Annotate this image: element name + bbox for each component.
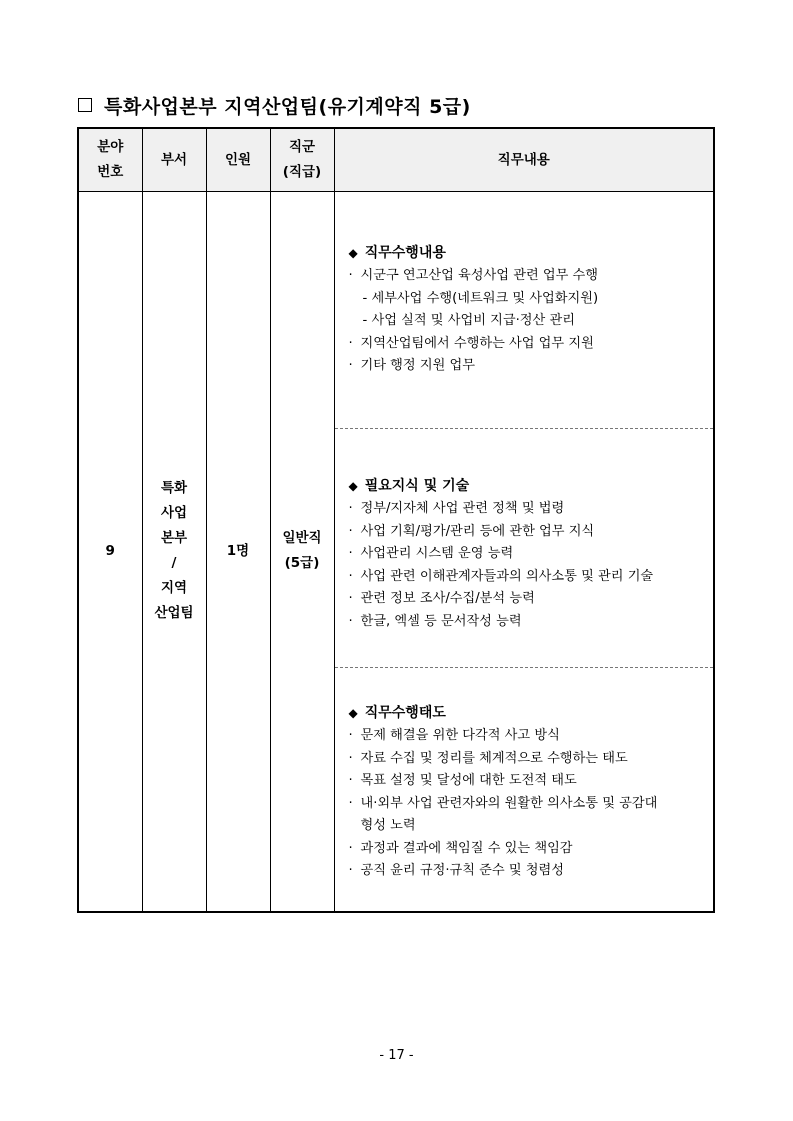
header-dept: 부서 (142, 128, 206, 192)
section-title (78, 92, 471, 119)
middle-dot-bullet-icon: · (348, 613, 353, 629)
duty-section (335, 429, 714, 668)
list-item (349, 838, 708, 861)
duty-section-heading-text: 직무수행태도 (364, 705, 446, 721)
middle-dot-bullet-icon: · (348, 523, 353, 539)
list-item-text: 지역산업팀에서 수행하는 사업 업무 지원 (360, 335, 594, 351)
middle-dot-bullet-icon: · (348, 268, 353, 283)
list-item (349, 860, 708, 883)
list-item-text: 과정과 결과에 책임질 수 있는 책임감 (360, 840, 573, 856)
middle-dot-bullet-icon: · (348, 728, 353, 743)
header-field-no: 분야 번호 (78, 128, 142, 192)
list-item-text: 한글, 엑셀 등 문서작성 능력 (360, 613, 522, 629)
list-item-text: 문제 해결을 위한 다각적 사고 방식 (360, 728, 560, 743)
list-item-text: 관련 정보 조사/수집/분석 능력 (360, 591, 535, 606)
duty-section (335, 668, 714, 911)
diamond-bullet-icon: ◆ (348, 706, 358, 720)
cell-duties (334, 192, 714, 912)
duty-list (349, 498, 708, 633)
header-job-group: 직군 (직급) (270, 128, 334, 192)
list-item-text: 시군구 연고산업 육성사업 관련 업무 수행 (360, 268, 599, 283)
middle-dot-bullet-icon: · (348, 358, 353, 373)
list-item (349, 770, 708, 793)
list-item-text: 형성 노력 (360, 818, 416, 833)
list-item-text: 자료 수집 및 정리를 체계적으로 수행하는 태도 (360, 750, 628, 766)
header-headcount: 인원 (206, 128, 270, 192)
list-item (349, 265, 708, 288)
list-item (349, 793, 708, 816)
list-item-text: 목표 설정 및 달성에 대한 도전적 태도 (360, 773, 577, 788)
list-item (349, 310, 708, 333)
diamond-bullet-icon: ◆ (348, 246, 358, 260)
middle-dot-bullet-icon: · (348, 546, 353, 561)
table-row (78, 192, 714, 912)
middle-dot-bullet-icon: · (348, 591, 353, 606)
list-item (349, 566, 708, 589)
middle-dot-bullet-icon: · (348, 773, 353, 788)
cell-job-group: 일반직 (5급) (270, 192, 334, 912)
list-item-text: 사업관리 시스템 운영 능력 (360, 546, 514, 561)
middle-dot-bullet-icon: · (348, 840, 353, 856)
list-item (349, 815, 708, 838)
list-item (349, 498, 708, 521)
cell-headcount: 1명 (206, 192, 270, 912)
duty-section-heading-text: 필요지식 및 기술 (364, 478, 470, 494)
job-description-table (77, 127, 715, 913)
duty-list (349, 265, 708, 378)
list-item-text: - 사업 실적 및 사업비 지급·정산 관리 (362, 313, 575, 328)
checkbox-square-icon (78, 98, 92, 112)
duty-section-heading (349, 242, 708, 265)
list-item (349, 543, 708, 566)
list-item-text: 내·외부 사업 관련자와의 원활한 의사소통 및 공감대 (360, 795, 658, 811)
middle-dot-bullet-icon: · (348, 863, 353, 878)
list-item-text: 정부/지자체 사업 관련 정책 및 법령 (360, 501, 565, 516)
cell-dept: 특화 사업 본부 / 지역 산업팀 (142, 192, 206, 912)
list-item (349, 288, 708, 311)
list-item-text: 공직 윤리 규정·규칙 준수 및 청렴성 (360, 863, 564, 878)
duty-section-heading-text: 직무수행내용 (364, 245, 446, 261)
list-item-text: - 세부사업 수행(네트워크 및 사업화지원) (362, 290, 599, 306)
list-item (349, 611, 708, 634)
cell-field-no: 9 (78, 192, 142, 912)
middle-dot-bullet-icon: · (348, 795, 353, 811)
table-header-row (78, 128, 714, 192)
duty-list (349, 725, 708, 883)
header-duties: 직무내용 (334, 128, 714, 192)
list-item (349, 355, 708, 378)
list-item (349, 521, 708, 544)
list-item (349, 748, 708, 771)
list-item-text: 사업 관련 이해관계자들과의 의사소통 및 관리 기술 (360, 568, 654, 584)
duty-section-heading (349, 702, 708, 725)
list-item (349, 725, 708, 748)
middle-dot-bullet-icon: · (348, 568, 353, 584)
list-item (349, 588, 708, 611)
section-title-text: 특화사업본부 지역산업팀(유기계약직 5급) (104, 96, 471, 118)
list-item (349, 333, 708, 356)
duty-section-heading (349, 475, 708, 498)
diamond-bullet-icon: ◆ (348, 479, 358, 493)
duty-section (335, 192, 714, 429)
middle-dot-bullet-icon: · (348, 335, 353, 351)
page-number: - 17 - (379, 1048, 414, 1063)
middle-dot-bullet-icon: · (348, 750, 353, 766)
list-item-text: 기타 행정 지원 업무 (360, 358, 475, 373)
middle-dot-bullet-icon: · (348, 501, 353, 516)
list-item-text: 사업 기획/평가/관리 등에 관한 업무 지식 (360, 523, 595, 539)
